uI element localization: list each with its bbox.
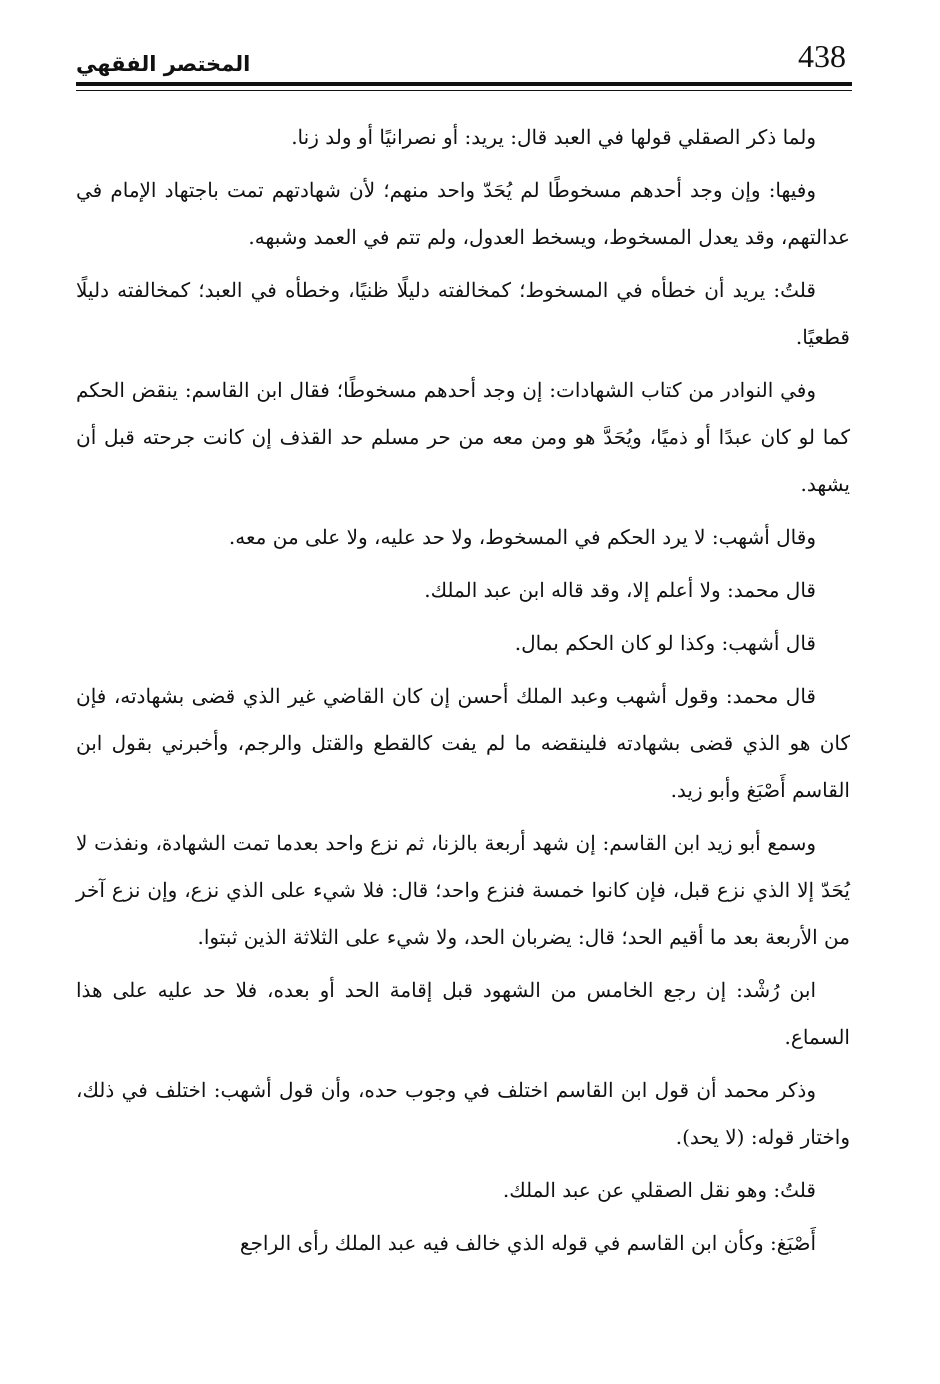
paragraph: قلتُ: يريد أن خطأه في المسخوط؛ كمخالفته دليلًا ظنيًا، وخطأه في العبد؛ كمخالفته دليلًا قطعيًا. [76, 278, 850, 349]
header-rule-thick [76, 82, 852, 86]
header-rule-thin [76, 90, 852, 91]
paragraph: وفي النوادر من كتاب الشهادات: إن وجد أحدهم مسخوطًا؛ فقال ابن القاسم: ينقض الحكم كما لو كان عبدًا أو ذميًا، ويُحَدَّ هو ومن معه من حر مسلم حد القذف إن كانت جرحته قبل أن يشهد. [76, 378, 850, 496]
paragraph: ولما ذكر الصقلي قولها في العبد قال: يريد: أو نصرانيًا أو ولد زنا. [291, 125, 816, 149]
paragraph: ابن رُشْد: إن رجع الخامس من الشهود قبل إقامة الحد أو بعده، فلا حد عليه على هذا السماع. [76, 978, 850, 1049]
paragraph: قال محمد: ولا أعلم إلا، وقد قاله ابن عبد الملك. [424, 578, 816, 602]
page-number: 438 [798, 38, 846, 74]
paragraph: قال محمد: وقول أشهب وعبد الملك أحسن إن كان القاضي غير الذي قضى بشهادته، فإن كان هو الذي قضى بشهادته فلينقضه ما لم يفت كالقطع والقتل والرجم، وأخبرني بقول ابن القاسم أَصْبَغ وأبو زيد. [76, 684, 850, 802]
paragraph: وسمع أبو زيد ابن القاسم: إن شهد أربعة بالزنا، ثم نزع واحد بعدما تمت الشهادة، ونفذت لا يُحَدّ إلا الذي نزع قبل، فإن كانوا خمسة فنزع واحد؛ قال: فلا شيء على الذي نزع، وإن نزع آخر من الأربعة بعد ما أقيم الحد؛ قال: يضربان الحد، ولا شيء على الثلاثة الذين ثبتوا. [76, 831, 850, 949]
paragraph: قلتُ: وهو نقل الصقلي عن عبد الملك. [502, 1178, 816, 1202]
paragraph: قال أشهب: وكذا لو كان الحكم بمال. [514, 631, 816, 655]
paragraph: وفيها: وإن وجد أحدهم مسخوطًا لم يُحَدّ واحد منهم؛ لأن شهادتهم تمت باجتهاد الإمام في عدالتهم، وقد يعدل المسخوط، ويسخط العدول، ولم تتم في العمد وشبهه. [76, 178, 850, 249]
paragraph: وقال أشهب: لا يرد الحكم في المسخوط، ولا حد عليه، ولا على من معه. [228, 525, 816, 549]
paragraph: وذكر محمد أن قول ابن القاسم اختلف في وجوب حده، وأن قول أشهب: اختلف في ذلك، واختار قوله: (لا يحد). [76, 1078, 850, 1149]
running-title: المختصر الفقهي [76, 52, 251, 76]
body-text [76, 114, 850, 1273]
paragraph: أَصْبَغ: وكأن ابن القاسم في قوله الذي خالف فيه عبد الملك رأى الراجع [239, 1231, 816, 1255]
